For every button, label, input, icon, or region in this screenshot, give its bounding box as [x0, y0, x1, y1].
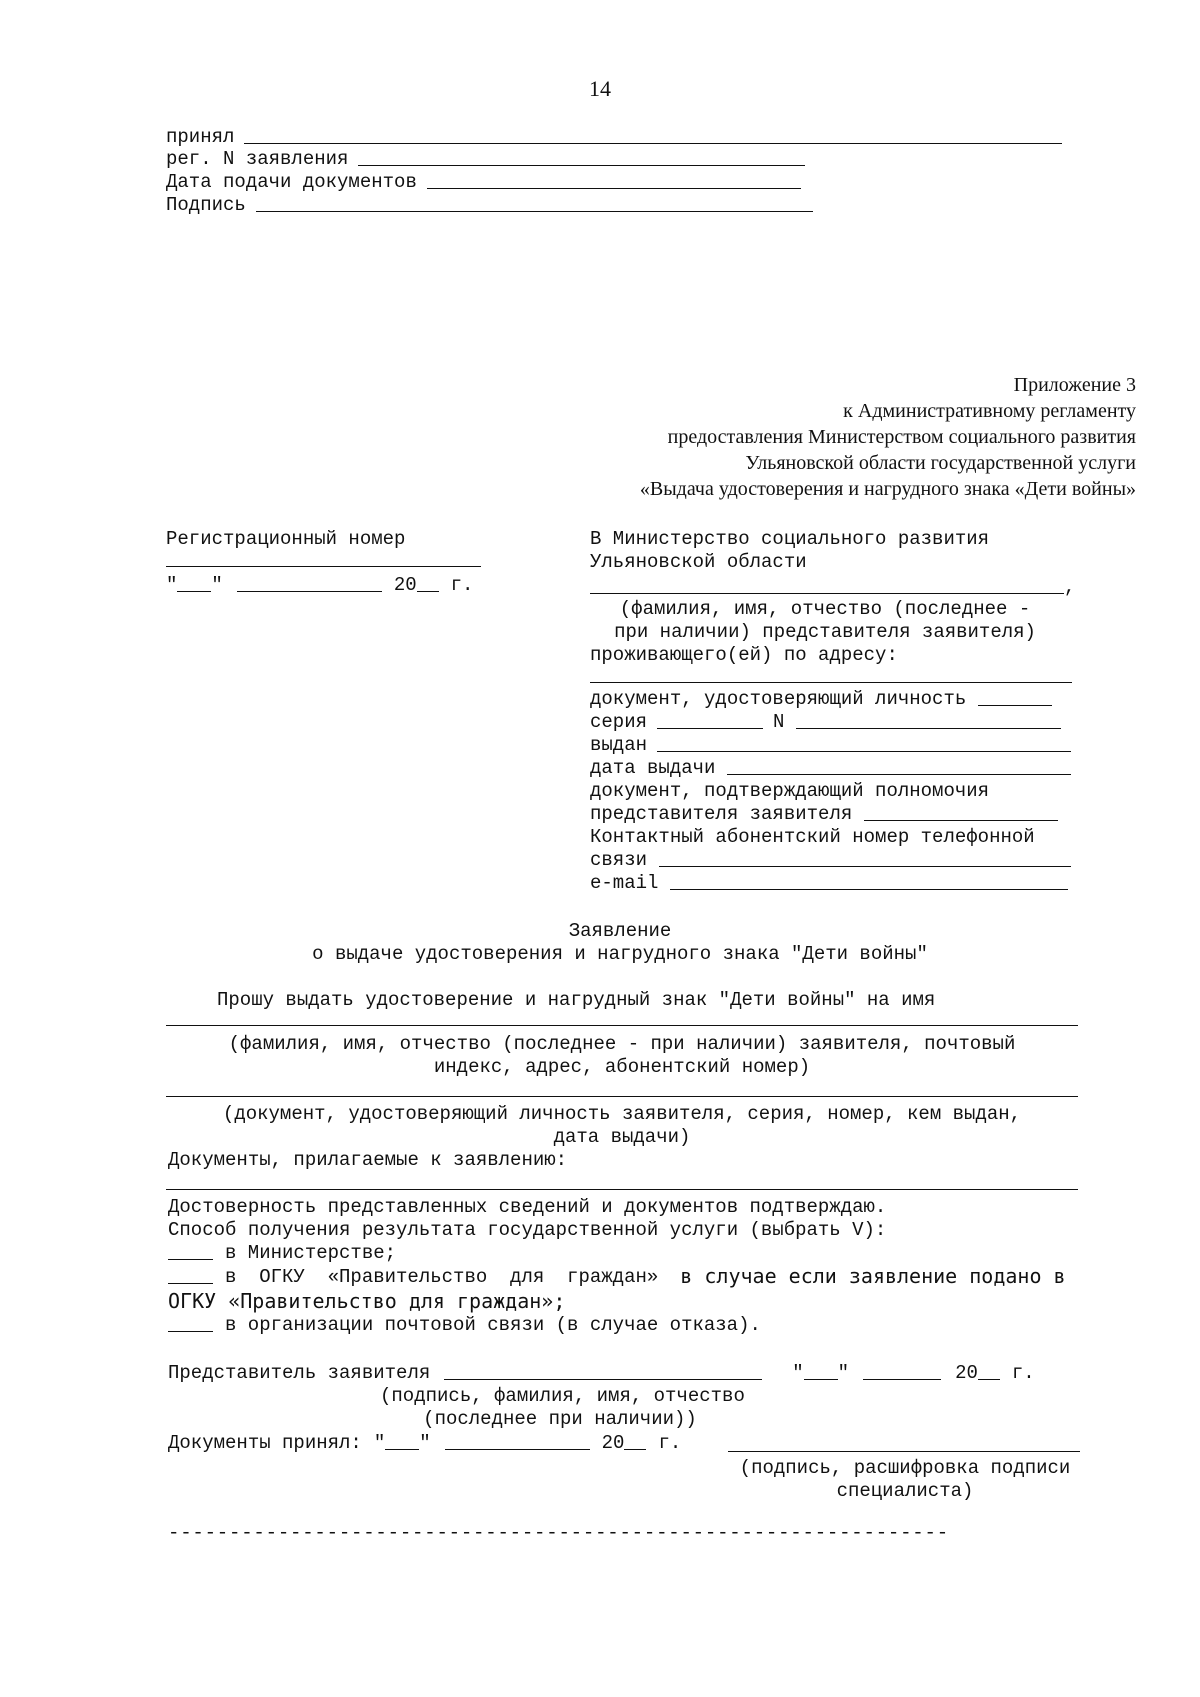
cut-line: ---------------------------------------------------------------- [168, 1522, 949, 1544]
option2-label-cont: в случае если заявление подано в [680, 1264, 1066, 1288]
addressee-comma: , [1064, 576, 1076, 598]
rep-quote-close: " [837, 1362, 850, 1384]
authority-line1: документ, подтверждающий полномочия [590, 780, 990, 802]
issue-date-row [590, 757, 1071, 779]
accepted-quote-open: " [373, 1432, 386, 1454]
addressee-line2: Ульяновской области [590, 551, 807, 573]
receipt-date-label: Дата подачи документов [166, 171, 417, 193]
option3-checkbox-field[interactable] [168, 1331, 213, 1332]
registration-quote-open: " [166, 574, 178, 596]
id-doc-row [590, 688, 1052, 710]
phone-line2: связи [590, 849, 648, 871]
rep-quote-open: " [792, 1362, 804, 1384]
accepted-year-suffix: г. [658, 1432, 682, 1454]
rep-month-field[interactable] [863, 1379, 941, 1380]
number-field[interactable] [796, 728, 1061, 729]
issue-date-field[interactable] [727, 774, 1071, 775]
registration-number-field[interactable] [166, 566, 481, 567]
receipt-date-row [166, 171, 801, 193]
accepted-row [168, 1432, 681, 1454]
representative-name-field[interactable] [590, 593, 1064, 594]
accepted-label: Документы принял: [168, 1432, 362, 1454]
email-label: e-mail [590, 872, 659, 894]
authority-row [590, 803, 1058, 825]
receipt-signature-label: Подпись [166, 194, 246, 216]
option2-checkbox-field[interactable] [168, 1283, 213, 1284]
representative-caption1: (фамилия, имя, отчество (последнее - [619, 598, 1031, 620]
rep-year-suffix: г. [1011, 1362, 1035, 1384]
number-label: N [773, 711, 785, 733]
addressee-line1: В Министерство социального развития [590, 528, 990, 550]
attached-label: Документы, прилагаемые к заявлению: [168, 1149, 568, 1171]
rep-caption1: (подпись, фамилия, имя, отчество [380, 1385, 745, 1407]
rep-year-prefix: 20 [955, 1362, 978, 1384]
issue-date-label: дата выдачи [590, 757, 716, 779]
caption-name1: (фамилия, имя, отчество (последнее - при наличии) заявителя, почтовый [228, 1033, 1016, 1055]
representative-signature-field[interactable] [444, 1379, 762, 1380]
representative-label: Представитель заявителя [168, 1362, 431, 1384]
issued-row [590, 734, 1071, 756]
statement-request: Прошу выдать удостоверение и нагрудный знак "Дети войны" на имя [217, 989, 936, 1011]
addressee-name-row [590, 576, 1075, 598]
appendix-line4: Ульяновской области государственной услуги [745, 452, 1136, 474]
applicant-doc-field[interactable] [166, 1096, 1078, 1097]
receipt-reg-row [166, 148, 805, 170]
receipt-signature-row [166, 194, 813, 216]
rep-year-field[interactable] [978, 1379, 1000, 1380]
series-label: серия [590, 711, 648, 733]
authority-field[interactable] [864, 820, 1058, 821]
address-field[interactable] [590, 682, 1072, 683]
issued-field[interactable] [657, 751, 1071, 752]
registration-year-prefix: 20 [393, 574, 417, 596]
option2-label: в ОГКУ «Правительство для граждан» [225, 1266, 659, 1288]
registration-month-field[interactable] [237, 591, 382, 592]
authority-line2: представителя заявителя [590, 803, 853, 825]
specialist-signature-field[interactable] [728, 1451, 1080, 1452]
appendix-header [436, 372, 1136, 502]
receipt-reg-label: рег. N заявления [166, 148, 349, 170]
series-row [590, 711, 1061, 733]
appendix-line2: к Административному регламенту [843, 400, 1136, 422]
confirm-text: Достоверность представленных сведений и документов подтверждаю. [168, 1196, 887, 1218]
id-doc-field[interactable] [978, 705, 1052, 706]
accepted-year-prefix: 20 [601, 1432, 625, 1454]
receipt-accepted-label: принял [166, 126, 235, 148]
option1-label: в Министерстве; [225, 1242, 397, 1264]
spec-caption1: (подпись, расшифровка подписи [739, 1457, 1071, 1479]
appendix-line1: Приложение 3 [1013, 374, 1136, 396]
registration-label: Регистрационный номер [166, 528, 406, 550]
accepted-year-field[interactable] [624, 1449, 646, 1450]
option3-label: в организации почтовой связи (в случае отказа). [225, 1314, 761, 1336]
applicant-name-field[interactable] [166, 1025, 1078, 1026]
representative-signature-row [168, 1362, 1035, 1384]
rep-caption2: (последнее при наличии)) [423, 1408, 697, 1430]
spec-caption2: специалиста) [836, 1480, 974, 1502]
accepted-quote-close: " [419, 1432, 431, 1454]
registration-day-field[interactable] [177, 591, 211, 592]
option2-row [168, 1264, 1066, 1288]
accepted-month-field[interactable] [445, 1449, 590, 1450]
appendix-line5: «Выдача удостоверения и нагрудного знака «Дети войны» [639, 478, 1136, 500]
page-number: 14 [589, 76, 611, 101]
option3-row [168, 1314, 761, 1336]
registration-year-field[interactable] [417, 591, 439, 592]
email-row [590, 872, 1068, 894]
registration-year-suffix: г. [450, 574, 474, 596]
accepted-day-field[interactable] [385, 1449, 419, 1450]
receipt-date-field[interactable] [427, 188, 801, 189]
rep-day-field[interactable] [804, 1379, 838, 1380]
caption-name2: индекс, адрес, абонентский номер) [433, 1056, 811, 1078]
registration-date-row [166, 574, 473, 596]
attached-field[interactable] [166, 1189, 1078, 1190]
issued-label: выдан [590, 734, 648, 756]
caption-doc2: дата выдачи) [553, 1126, 691, 1148]
id-doc-label: документ, удостоверяющий личность [590, 688, 967, 710]
receipt-reg-field[interactable] [358, 165, 805, 166]
address-label: проживающего(ей) по адресу: [590, 644, 898, 666]
option1-checkbox-field[interactable] [168, 1259, 213, 1260]
method-label: Способ получения результата государственной услуги (выбрать V): [168, 1219, 887, 1241]
statement-subtitle: о выдаче удостоверения и нагрудного знака "Дети войны" [312, 943, 928, 965]
option2-continuation: ОГКУ «Правительство для граждан»; [168, 1289, 566, 1313]
representative-caption2: при наличии) представителя заявителя) [614, 621, 1036, 643]
caption-doc1: (документ, удостоверяющий личность заявителя, серия, номер, кем выдан, [222, 1103, 1022, 1125]
appendix-line3: предоставления Министерством социального развития [667, 426, 1136, 448]
option1-row [168, 1242, 396, 1264]
series-field[interactable] [657, 728, 763, 729]
phone-row [590, 849, 1071, 871]
phone-field[interactable] [659, 866, 1071, 867]
phone-line1: Контактный абонентский номер телефонной [590, 826, 1035, 848]
receipt-signature-field[interactable] [256, 211, 813, 212]
receipt-accepted-row [166, 126, 1062, 148]
registration-quote-close: " [211, 574, 223, 596]
email-field[interactable] [670, 889, 1068, 890]
receipt-accepted-field[interactable] [244, 143, 1062, 144]
statement-title: Заявление [568, 920, 672, 942]
